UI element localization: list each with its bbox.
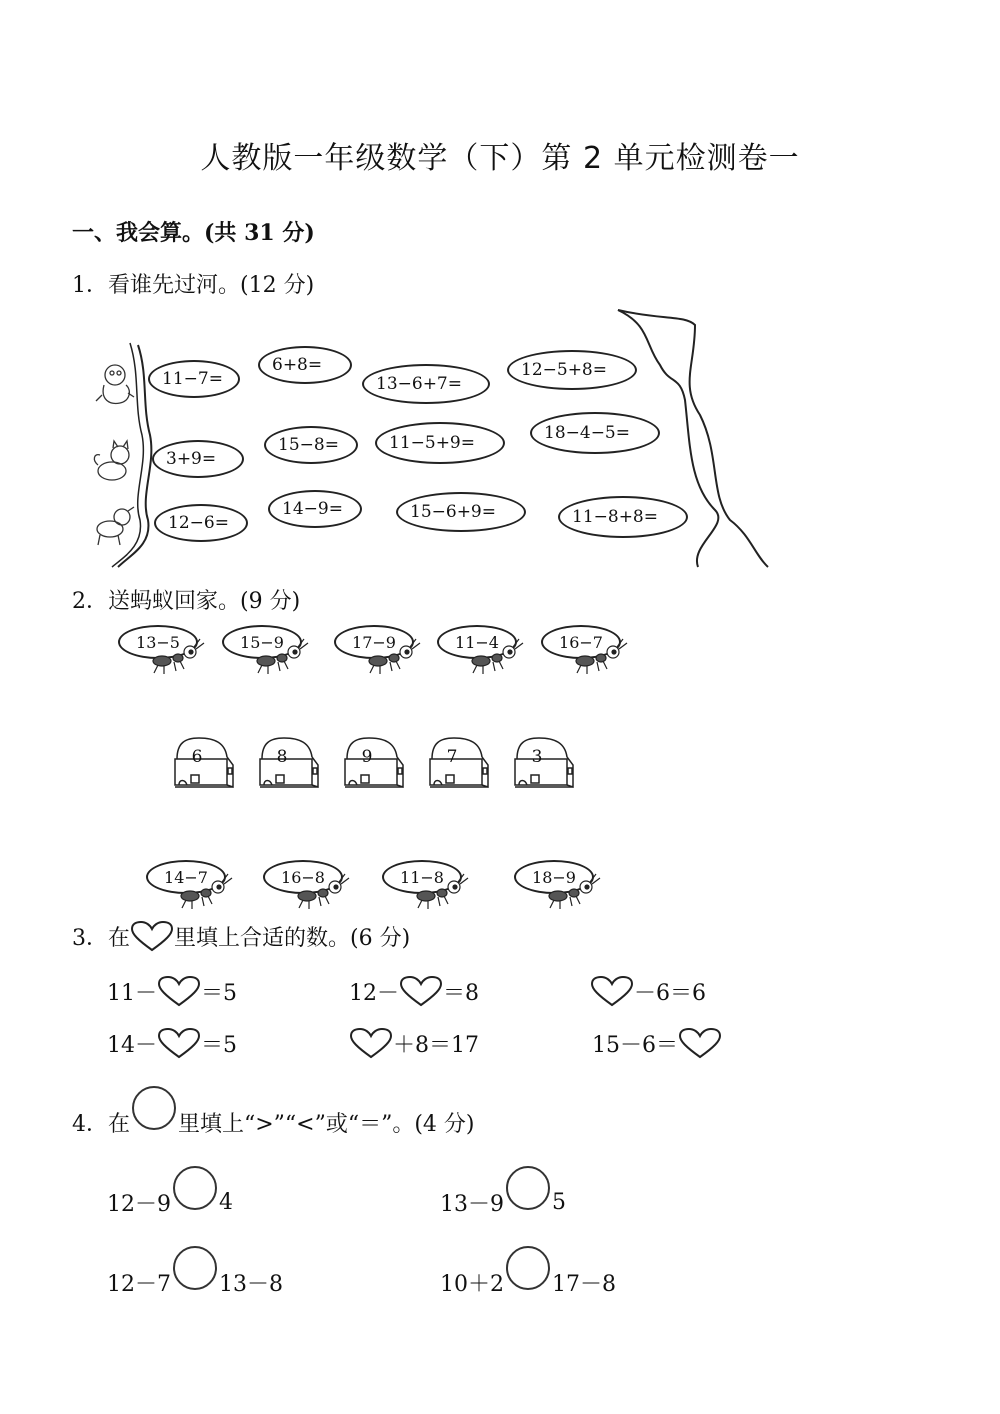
ant-expression: 16−7 bbox=[541, 625, 621, 659]
fill-equation bbox=[349, 1027, 479, 1059]
ant-expression: 17−9 bbox=[334, 625, 414, 659]
house-number: 3 bbox=[531, 747, 543, 767]
monkey-icon bbox=[96, 365, 134, 403]
compare-right: 17－8 bbox=[552, 1271, 616, 1297]
equation-left: 14－ bbox=[107, 1032, 157, 1058]
heart-blank-icon[interactable] bbox=[590, 975, 634, 1007]
house-card bbox=[256, 735, 320, 793]
ant-card bbox=[222, 625, 317, 685]
ant-card bbox=[263, 860, 358, 920]
fill-equation bbox=[592, 1027, 722, 1059]
compare-item bbox=[107, 1180, 233, 1224]
equation-right: －6＝6 bbox=[634, 980, 706, 1006]
compare-item bbox=[440, 1260, 616, 1304]
ant-icon bbox=[146, 860, 241, 920]
ant-expression: 11−8 bbox=[382, 860, 462, 894]
ant-expression: 11−4 bbox=[437, 625, 517, 659]
expression-oval: 15−8= bbox=[264, 426, 358, 464]
ant-icon bbox=[222, 625, 317, 685]
expression-oval: 13−6+7= bbox=[362, 364, 490, 404]
ant-card bbox=[334, 625, 429, 685]
expression-oval: 3+9= bbox=[152, 440, 244, 478]
cat-icon bbox=[94, 441, 129, 480]
question-4-label bbox=[72, 1100, 475, 1144]
compare-circle-blank[interactable] bbox=[506, 1246, 550, 1290]
ant-icon bbox=[541, 625, 636, 685]
ant-icon bbox=[437, 625, 532, 685]
heart-blank-icon[interactable] bbox=[349, 1027, 393, 1059]
q4-label-suffix: 里填上“>”“<”或“＝”。(4 分) bbox=[178, 1111, 475, 1137]
question-3-label bbox=[72, 920, 410, 952]
equation-right: ＝5 bbox=[201, 980, 237, 1006]
heart-blank-icon[interactable] bbox=[399, 975, 443, 1007]
page-title: 人教版一年级数学（下）第 2 单元检测卷一 bbox=[200, 141, 800, 176]
compare-left: 12－7 bbox=[107, 1271, 171, 1297]
ant-card bbox=[514, 860, 609, 920]
heart-blank-icon[interactable] bbox=[157, 1027, 201, 1059]
compare-circle-blank[interactable] bbox=[173, 1166, 217, 1210]
compare-item bbox=[107, 1260, 283, 1304]
ant-expression: 15−9 bbox=[222, 625, 302, 659]
equation-left: 12－ bbox=[349, 980, 399, 1006]
house-card bbox=[511, 735, 575, 793]
heart-icon bbox=[130, 920, 174, 952]
ant-icon bbox=[334, 625, 429, 685]
fill-equation bbox=[349, 975, 479, 1007]
fill-equation bbox=[590, 975, 706, 1007]
heart-blank-icon[interactable] bbox=[678, 1027, 722, 1059]
expression-oval: 15−6+9= bbox=[396, 492, 526, 532]
compare-item bbox=[440, 1180, 566, 1224]
ant-card bbox=[541, 625, 636, 685]
house-card bbox=[426, 735, 490, 793]
equation-left: 15－6＝ bbox=[592, 1032, 678, 1058]
q3-label-prefix: 3．在 bbox=[72, 925, 130, 951]
expression-oval: 12−6= bbox=[154, 504, 248, 542]
ant-icon bbox=[382, 860, 477, 920]
compare-circle-blank[interactable] bbox=[506, 1166, 550, 1210]
compare-left: 12－9 bbox=[107, 1191, 171, 1217]
heart-blank-icon[interactable] bbox=[157, 975, 201, 1007]
house-number: 8 bbox=[276, 747, 288, 767]
ant-expression: 14−7 bbox=[146, 860, 226, 894]
expression-oval: 6+8= bbox=[258, 346, 352, 384]
ant-icon bbox=[514, 860, 609, 920]
section-heading: 一、我会算。(共 31 分) bbox=[72, 220, 315, 246]
q3-label-suffix: 里填上合适的数。(6 分) bbox=[174, 925, 411, 951]
expression-oval: 18−4−5= bbox=[530, 412, 660, 454]
house-number: 6 bbox=[191, 747, 203, 767]
dog-icon bbox=[97, 507, 134, 545]
compare-right: 13－8 bbox=[219, 1271, 283, 1297]
fill-equation bbox=[107, 1027, 237, 1059]
equation-left: 11－ bbox=[107, 980, 157, 1006]
ant-card bbox=[118, 625, 213, 685]
compare-right: 4 bbox=[219, 1189, 233, 1215]
ant-card bbox=[146, 860, 241, 920]
fill-equation bbox=[107, 975, 237, 1007]
ant-expression: 18−9 bbox=[514, 860, 594, 894]
ant-icon bbox=[263, 860, 358, 920]
ant-expression: 16−8 bbox=[263, 860, 343, 894]
equation-right: ＋8＝17 bbox=[393, 1032, 479, 1058]
ant-card bbox=[382, 860, 477, 920]
expression-oval: 11−8+8= bbox=[558, 496, 688, 538]
q4-label-prefix: 4．在 bbox=[72, 1111, 130, 1137]
compare-left: 10＋2 bbox=[440, 1271, 504, 1297]
question-1-label: 1．看谁先过河。(12 分) bbox=[72, 273, 315, 298]
ant-card bbox=[437, 625, 532, 685]
expression-oval: 12−5+8= bbox=[507, 350, 637, 390]
ant-icon bbox=[118, 625, 213, 685]
house-number: 7 bbox=[446, 747, 458, 767]
circle-icon bbox=[132, 1086, 176, 1130]
house-card bbox=[341, 735, 405, 793]
equation-right: ＝5 bbox=[201, 1032, 237, 1058]
expression-oval: 14−9= bbox=[268, 490, 362, 528]
compare-circle-blank[interactable] bbox=[173, 1246, 217, 1290]
equation-right: ＝8 bbox=[443, 980, 479, 1006]
expression-oval: 11−7= bbox=[148, 360, 240, 398]
expression-oval: 11−5+9= bbox=[375, 422, 505, 464]
compare-right: 5 bbox=[552, 1189, 566, 1215]
question-2-label: 2．送蚂蚁回家。(9 分) bbox=[72, 589, 301, 614]
ant-expression: 13−5 bbox=[118, 625, 198, 659]
house-number: 9 bbox=[361, 747, 373, 767]
house-card bbox=[171, 735, 235, 793]
compare-left: 13－9 bbox=[440, 1191, 504, 1217]
